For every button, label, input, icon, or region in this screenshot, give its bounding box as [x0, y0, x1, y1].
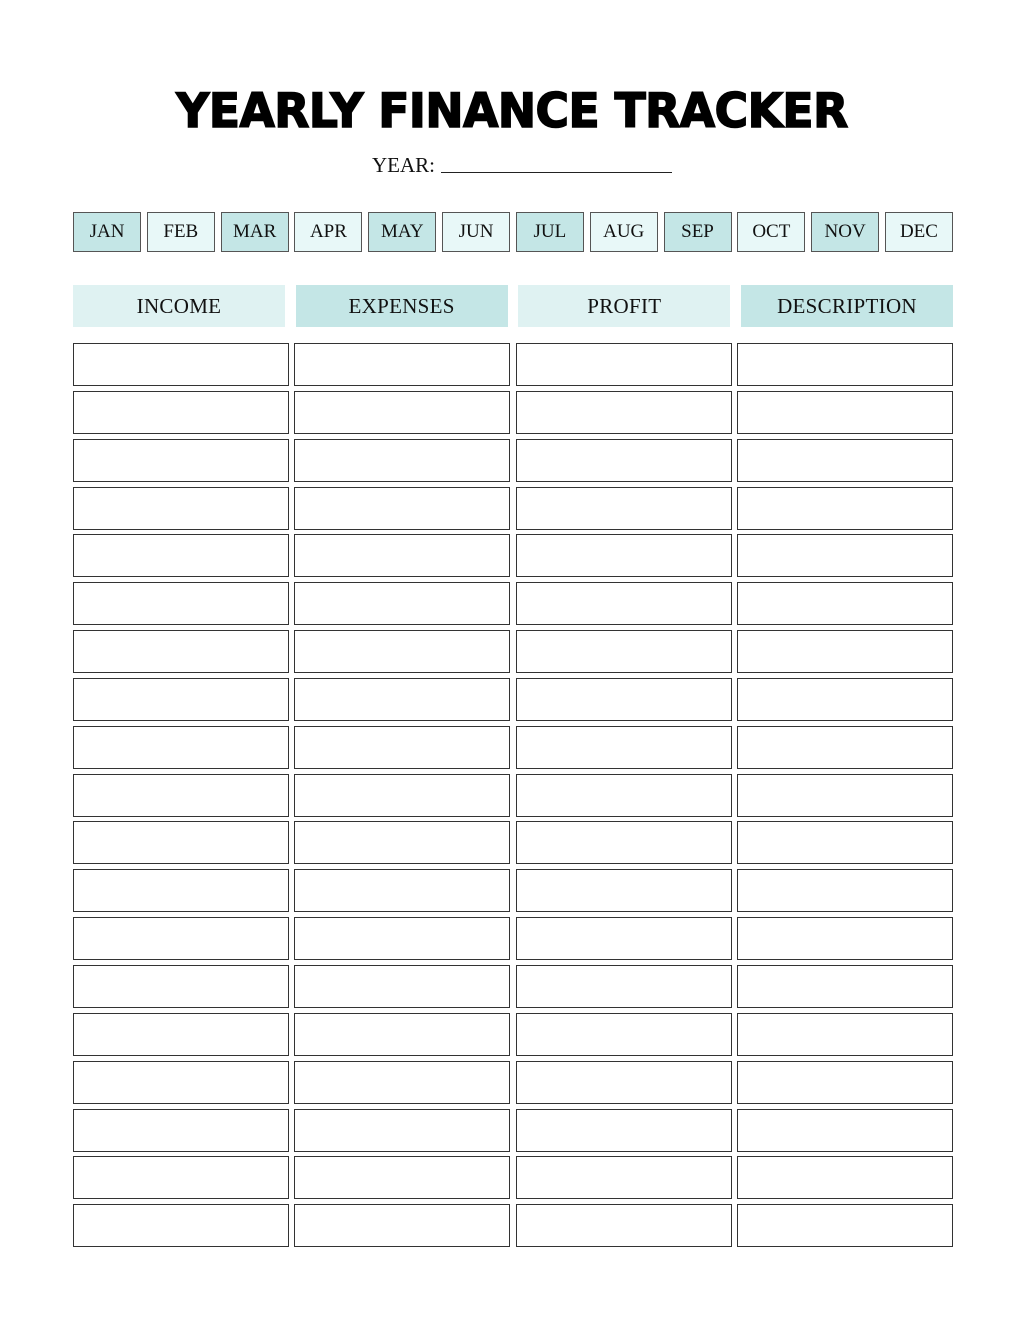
income-input[interactable] [74, 822, 288, 863]
description-input[interactable] [738, 1062, 952, 1103]
profit-input[interactable] [517, 631, 731, 672]
table-row [73, 1204, 953, 1247]
cell-profit [516, 965, 732, 1008]
column-header-profit: PROFIT [518, 285, 730, 327]
month-tab-may[interactable]: MAY [368, 212, 436, 252]
table-row [73, 582, 953, 625]
year-label: YEAR: [372, 153, 435, 177]
cell-profit [516, 630, 732, 673]
income-input[interactable] [74, 535, 288, 576]
cell-description [737, 343, 953, 386]
cell-profit [516, 343, 732, 386]
cell-profit [516, 1061, 732, 1104]
cell-profit [516, 869, 732, 912]
description-input[interactable] [738, 631, 952, 672]
column-header-expenses: EXPENSES [296, 285, 508, 327]
month-tab-dec[interactable]: DEC [885, 212, 953, 252]
expenses-input[interactable] [295, 1110, 509, 1151]
cell-income [73, 1109, 289, 1152]
table-row [73, 965, 953, 1008]
expenses-input[interactable] [295, 870, 509, 911]
cell-profit [516, 391, 732, 434]
month-tab-oct[interactable]: OCT [737, 212, 805, 252]
cell-income [73, 869, 289, 912]
expenses-input[interactable] [295, 1157, 509, 1198]
cell-expenses [294, 534, 510, 577]
month-tab-feb[interactable]: FEB [147, 212, 215, 252]
cell-income [73, 726, 289, 769]
description-input[interactable] [738, 535, 952, 576]
cell-expenses [294, 965, 510, 1008]
description-input[interactable] [738, 822, 952, 863]
profit-input[interactable] [517, 1062, 731, 1103]
cell-profit [516, 582, 732, 625]
cell-description [737, 1109, 953, 1152]
profit-input[interactable] [517, 344, 731, 385]
month-tab-jul[interactable]: JUL [516, 212, 584, 252]
income-input[interactable] [74, 1205, 288, 1246]
cell-expenses [294, 678, 510, 721]
month-tab-nov[interactable]: NOV [811, 212, 879, 252]
income-input[interactable] [74, 583, 288, 624]
income-input[interactable] [74, 1014, 288, 1055]
income-input[interactable] [74, 440, 288, 481]
cell-description [737, 774, 953, 817]
profit-input[interactable] [517, 727, 731, 768]
cell-description [737, 391, 953, 434]
profit-input[interactable] [517, 440, 731, 481]
income-input[interactable] [74, 918, 288, 959]
cell-description [737, 534, 953, 577]
description-input[interactable] [738, 679, 952, 720]
income-input[interactable] [74, 966, 288, 1007]
cell-description [737, 582, 953, 625]
month-tab-sep[interactable]: SEP [664, 212, 732, 252]
cell-expenses [294, 343, 510, 386]
cell-income [73, 917, 289, 960]
table-row [73, 534, 953, 577]
expenses-input[interactable] [295, 1205, 509, 1246]
profit-input[interactable] [517, 488, 731, 529]
cell-expenses [294, 774, 510, 817]
month-tab-aug[interactable]: AUG [590, 212, 658, 252]
expenses-input[interactable] [295, 631, 509, 672]
cell-expenses [294, 1061, 510, 1104]
table-row [73, 1061, 953, 1104]
expenses-input[interactable] [295, 392, 509, 433]
cell-income [73, 965, 289, 1008]
description-input[interactable] [738, 440, 952, 481]
cell-income [73, 821, 289, 864]
cell-description [737, 1156, 953, 1199]
cell-profit [516, 678, 732, 721]
profit-input[interactable] [517, 775, 731, 816]
table-row [73, 821, 953, 864]
description-input[interactable] [738, 344, 952, 385]
cell-income [73, 391, 289, 434]
table-row [73, 678, 953, 721]
year-field-row [372, 150, 672, 178]
income-input[interactable] [74, 679, 288, 720]
table-row [73, 869, 953, 912]
table-row [73, 1013, 953, 1056]
table-row [73, 439, 953, 482]
finance-table [73, 343, 953, 1252]
cell-profit [516, 1109, 732, 1152]
cell-expenses [294, 582, 510, 625]
description-input[interactable] [738, 1157, 952, 1198]
cell-expenses [294, 1109, 510, 1152]
cell-income [73, 678, 289, 721]
profit-input[interactable] [517, 870, 731, 911]
cell-expenses [294, 821, 510, 864]
month-tab-apr[interactable]: APR [294, 212, 362, 252]
cell-description [737, 487, 953, 530]
expenses-input[interactable] [295, 1014, 509, 1055]
cell-profit [516, 774, 732, 817]
profit-input[interactable] [517, 918, 731, 959]
description-input[interactable] [738, 583, 952, 624]
cell-income [73, 630, 289, 673]
cell-expenses [294, 391, 510, 434]
table-row [73, 917, 953, 960]
income-input[interactable] [74, 1157, 288, 1198]
expenses-input[interactable] [295, 1062, 509, 1103]
profit-input[interactable] [517, 822, 731, 863]
table-row [73, 774, 953, 817]
description-input[interactable] [738, 870, 952, 911]
table-row [73, 1156, 953, 1199]
cell-profit [516, 917, 732, 960]
cell-income [73, 487, 289, 530]
expenses-input[interactable] [295, 583, 509, 624]
cell-expenses [294, 869, 510, 912]
cell-income [73, 343, 289, 386]
profit-input[interactable] [517, 535, 731, 576]
table-row [73, 343, 953, 386]
expenses-input[interactable] [295, 440, 509, 481]
cell-expenses [294, 487, 510, 530]
income-input[interactable] [74, 775, 288, 816]
month-tab-mar[interactable]: MAR [221, 212, 289, 252]
cell-profit [516, 726, 732, 769]
cell-description [737, 1061, 953, 1104]
income-input[interactable] [74, 631, 288, 672]
income-input[interactable] [74, 392, 288, 433]
description-input[interactable] [738, 1205, 952, 1246]
income-input[interactable] [74, 1110, 288, 1151]
description-input[interactable] [738, 1014, 952, 1055]
income-input[interactable] [74, 870, 288, 911]
cell-profit [516, 534, 732, 577]
cell-description [737, 917, 953, 960]
table-header-row [73, 285, 953, 327]
cell-description [737, 630, 953, 673]
expenses-input[interactable] [295, 822, 509, 863]
profit-input[interactable] [517, 1110, 731, 1151]
profit-input[interactable] [517, 966, 731, 1007]
expenses-input[interactable] [295, 679, 509, 720]
cell-expenses [294, 630, 510, 673]
table-row [73, 630, 953, 673]
cell-expenses [294, 1204, 510, 1247]
cell-expenses [294, 439, 510, 482]
table-row [73, 1109, 953, 1152]
column-header-income: INCOME [73, 285, 285, 327]
month-tab-jun[interactable]: JUN [442, 212, 510, 252]
expenses-input[interactable] [295, 344, 509, 385]
cell-income [73, 582, 289, 625]
cell-income [73, 1156, 289, 1199]
expenses-input[interactable] [295, 727, 509, 768]
column-header-description: DESCRIPTION [741, 285, 953, 327]
income-input[interactable] [74, 344, 288, 385]
cell-expenses [294, 917, 510, 960]
cell-description [737, 965, 953, 1008]
cell-description [737, 439, 953, 482]
table-row [73, 487, 953, 530]
description-input[interactable] [738, 775, 952, 816]
cell-description [737, 726, 953, 769]
cell-profit [516, 821, 732, 864]
profit-input[interactable] [517, 1157, 731, 1198]
month-tab-jan[interactable]: JAN [73, 212, 141, 252]
cell-description [737, 869, 953, 912]
cell-expenses [294, 1013, 510, 1056]
description-input[interactable] [738, 727, 952, 768]
cell-profit [516, 1204, 732, 1247]
month-selector [73, 212, 953, 252]
profit-input[interactable] [517, 392, 731, 433]
cell-profit [516, 439, 732, 482]
cell-description [737, 821, 953, 864]
income-input[interactable] [74, 1062, 288, 1103]
cell-profit [516, 487, 732, 530]
table-row [73, 391, 953, 434]
year-input-line[interactable] [441, 172, 672, 173]
expenses-input[interactable] [295, 488, 509, 529]
cell-income [73, 534, 289, 577]
description-input[interactable] [738, 392, 952, 433]
cell-description [737, 1204, 953, 1247]
cell-profit [516, 1156, 732, 1199]
cell-description [737, 678, 953, 721]
description-input[interactable] [738, 918, 952, 959]
income-input[interactable] [74, 488, 288, 529]
cell-income [73, 1061, 289, 1104]
expenses-input[interactable] [295, 535, 509, 576]
cell-income [73, 1204, 289, 1247]
expenses-input[interactable] [295, 918, 509, 959]
description-input[interactable] [738, 966, 952, 1007]
profit-input[interactable] [517, 1205, 731, 1246]
cell-income [73, 774, 289, 817]
income-input[interactable] [74, 727, 288, 768]
profit-input[interactable] [517, 1014, 731, 1055]
expenses-input[interactable] [295, 966, 509, 1007]
table-row [73, 726, 953, 769]
expenses-input[interactable] [295, 775, 509, 816]
cell-description [737, 1013, 953, 1056]
description-input[interactable] [738, 1110, 952, 1151]
profit-input[interactable] [517, 679, 731, 720]
cell-profit [516, 1013, 732, 1056]
cell-expenses [294, 726, 510, 769]
description-input[interactable] [738, 488, 952, 529]
profit-input[interactable] [517, 583, 731, 624]
cell-expenses [294, 1156, 510, 1199]
page-title: YEARLY FINANCE TRACKER [176, 84, 848, 139]
cell-income [73, 439, 289, 482]
cell-income [73, 1013, 289, 1056]
